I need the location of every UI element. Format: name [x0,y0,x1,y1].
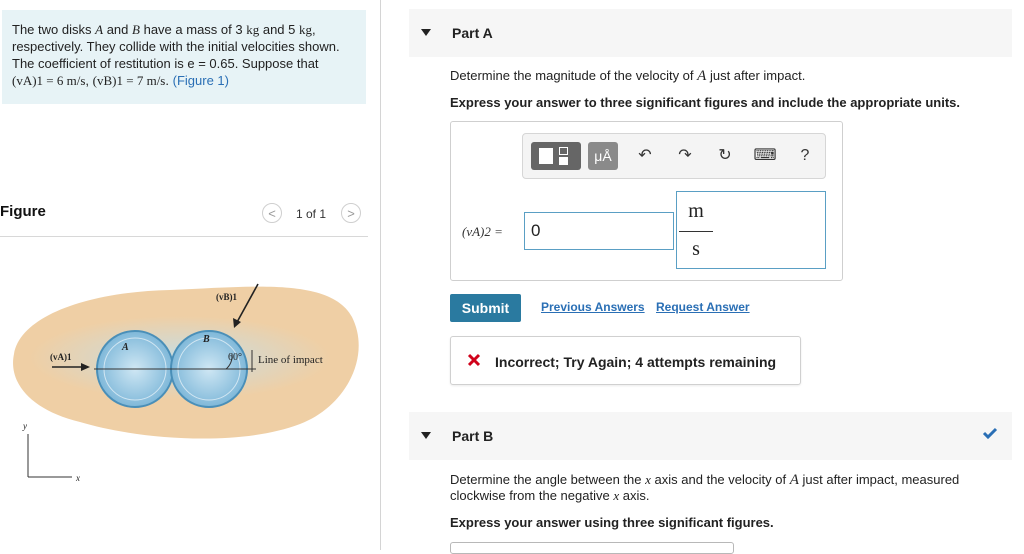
problem-statement [2,10,366,104]
label-b: B [203,334,210,345]
label-angle: 60° [228,352,242,363]
submit-button[interactable]: Submit [450,294,521,322]
part-b-answer-panel [450,542,734,554]
problem-text: The coefficient of restitution is e = 0.65. Suppose that [12,56,319,71]
previous-answers-link[interactable]: Previous Answers [541,300,645,314]
unit-kg: kg [299,22,313,37]
feedback-box [450,336,801,385]
keyboard-icon[interactable]: ⌨ [753,147,777,164]
axis-y-label: y [23,421,27,431]
part-b-title: Part B [452,428,494,444]
disk-a-symbol: A [697,68,707,84]
figure-pager: 1 of 1 [296,207,327,221]
problem-text: . [165,73,169,88]
part-a-instructions: Express your answer to three significant figures and include the appropriate units. [450,95,960,110]
label-line-of-impact: Line of impact [258,354,323,366]
column-divider [380,0,381,550]
figure-link[interactable]: (Figure 1) [172,73,229,88]
problem-text: , [312,22,316,37]
help-button[interactable]: ? [800,147,810,164]
templates-button[interactable] [531,142,581,170]
math-toolbar [522,133,826,179]
problem-text: The two disks [12,22,92,37]
figure-header [0,200,368,237]
unit-numerator: m [688,200,704,222]
unit-input[interactable] [676,191,826,269]
request-answer-link[interactable]: Request Answer [656,300,750,314]
collision-figure [0,262,368,492]
answer-label: (vA)2 = [462,224,503,239]
label-a: A [122,342,129,353]
label-va1: (vA)1 [50,352,72,362]
part-a-prompt: Determine the magnitude of the velocity of A just after impact. [450,68,806,84]
label-vb1: (vB)1 [216,292,237,302]
units-button[interactable]: μÅ [588,142,618,170]
figure-prev-button[interactable]: < [262,203,282,223]
problem-text: and [106,22,129,37]
collapse-caret-icon[interactable] [421,29,431,36]
disk-a-symbol: A [95,22,104,37]
incorrect-x-icon [467,353,481,367]
figure-next-button[interactable]: > [341,203,361,223]
redo-icon[interactable]: ↷ [678,147,692,164]
velocity-input[interactable] [524,212,674,250]
vb1-expression: (vB)1 = 7 m/s [92,73,166,88]
part-a-title: Part A [452,25,493,41]
reset-icon[interactable]: ↻ [718,147,732,164]
part-b-header[interactable] [409,412,1012,460]
problem-text: , [85,73,90,88]
problem-text: respectively. They collide with the initial velocities shown. [12,39,340,54]
unit-denominator: s [692,238,700,260]
problem-text: and 5 [262,22,296,37]
completed-check-icon [982,426,998,440]
part-b-instructions: Express your answer using three significant figures. [450,515,774,530]
disk-b-symbol: B [132,22,140,37]
part-b-prompt-line-1: Determine the angle between the x axis and the velocity of A just after impact, measured [450,472,960,488]
part-a-header[interactable] [409,9,1012,57]
problem-text: have a mass of 3 [143,22,243,37]
feedback-text: Incorrect; Try Again; 4 attempts remaining [495,354,777,370]
unit-kg: kg [246,22,260,37]
axis-x-label: x [76,473,80,483]
undo-icon[interactable]: ↶ [638,147,652,164]
fraction-bar [679,231,713,232]
figure-title: Figure [0,203,46,220]
va1-expression: (vA)1 = 6 m/s [12,73,86,88]
part-b-prompt-line-2: clockwise from the negative x axis. [450,488,650,503]
collapse-caret-icon[interactable] [421,432,431,439]
